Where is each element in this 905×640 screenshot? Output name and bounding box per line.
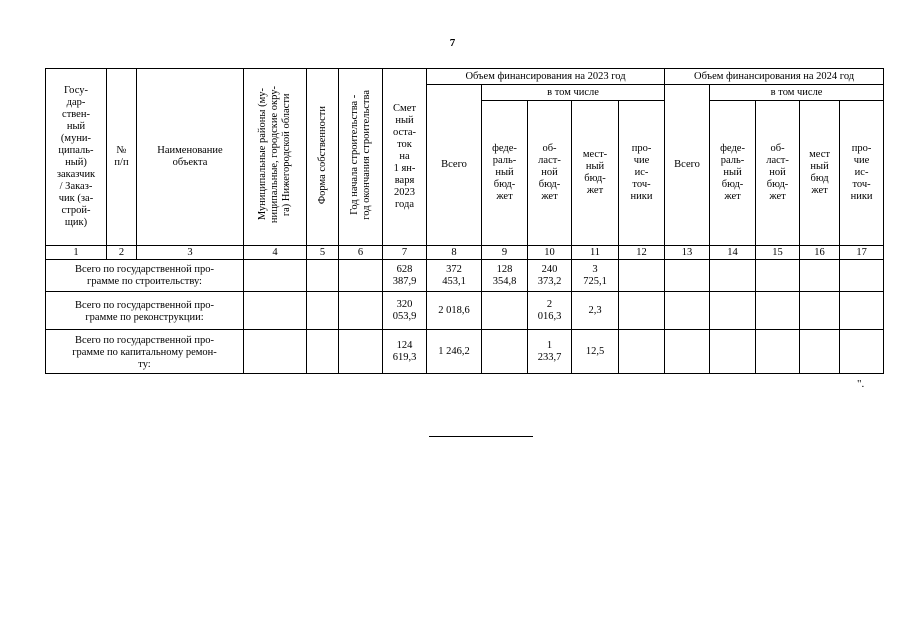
row-federal-2023: 128 354,8 — [482, 260, 528, 292]
column-number: 14 — [710, 246, 756, 260]
column-number: 6 — [339, 246, 383, 260]
row-federal-2023 — [482, 292, 528, 330]
header-including-2024: в том числе — [710, 85, 884, 101]
row-label: Всего по государственной про- грамме по реконструкции: — [46, 292, 244, 330]
header-districts-cell — [244, 69, 307, 246]
closing-quote-mark: ". — [857, 378, 865, 390]
row-estimate: 628 387,9 — [383, 260, 427, 292]
column-number: 4 — [244, 246, 307, 260]
row-total-2023: 1 246,2 — [427, 330, 482, 374]
header-including-2023: в том числе — [482, 85, 665, 101]
header-regional-2024: об- ласт- ной бюд- жет — [756, 101, 800, 246]
row-estimate: 320 053,9 — [383, 292, 427, 330]
header-fin-2023: Объем финансирования на 2023 год — [427, 69, 665, 85]
row-total-2023: 2 018,6 — [427, 292, 482, 330]
separator-line — [429, 436, 533, 437]
column-number: 11 — [572, 246, 619, 260]
column-number: 1 — [46, 246, 107, 260]
header-districts: Муниципальные районы (му- ниципальные, городские окру- га) Нижегородской области — [257, 86, 292, 224]
row-local-2023: 3 725,1 — [572, 260, 619, 292]
header-years-cell — [339, 69, 383, 246]
column-number: 7 — [383, 246, 427, 260]
row-regional-2023: 240 373,2 — [528, 260, 572, 292]
header-customer: Госу- дар- ствен- ный (муни- ципаль- ный) заказчик / Заказ- чик (за- строй- щик) — [46, 69, 107, 246]
header-federal-2024: феде- раль- ный бюд- жет — [710, 101, 756, 246]
table-row — [46, 330, 884, 374]
column-number-row — [46, 246, 884, 260]
row-label: Всего по государственной про- грамме по строительству: — [46, 260, 244, 292]
table-row — [46, 292, 884, 330]
row-local-2023: 2,3 — [572, 292, 619, 330]
header-ownership: Форма собственности — [316, 105, 328, 205]
header-total-2024: Всего — [665, 85, 710, 246]
column-number: 8 — [427, 246, 482, 260]
header-local-2024: мест ный бюд жет — [800, 101, 840, 246]
page-number: 7 — [449, 37, 456, 49]
header-ownership-cell — [307, 69, 339, 246]
header-regional-2023: об- ласт- ной бюд- жет — [528, 101, 572, 246]
column-number: 9 — [482, 246, 528, 260]
column-number: 17 — [840, 246, 884, 260]
column-number: 5 — [307, 246, 339, 260]
header-other-2023: про- чие ис- точ- ники — [619, 101, 665, 246]
column-number: 16 — [800, 246, 840, 260]
row-local-2023: 12,5 — [572, 330, 619, 374]
header-local-2023: мест- ный бюд- жет — [572, 101, 619, 246]
column-number: 15 — [756, 246, 800, 260]
header-federal-2023: феде- раль- ный бюд- жет — [482, 101, 528, 246]
header-object-name: Наименование объекта — [137, 69, 244, 246]
header-total-2023: Всего — [427, 85, 482, 246]
header-other-2024: про- чие ис- точ- ники — [840, 101, 884, 246]
column-number: 10 — [528, 246, 572, 260]
financing-table — [45, 68, 884, 374]
header-number: № п/п — [107, 69, 137, 246]
header-fin-2024: Объем финансирования на 2024 год — [665, 69, 884, 85]
row-federal-2023 — [482, 330, 528, 374]
column-number: 3 — [137, 246, 244, 260]
row-regional-2023: 2 016,3 — [528, 292, 572, 330]
header-estimate: Смет ный оста- ток на 1 ян- варя 2023 года — [383, 69, 427, 246]
row-label: Всего по государственной про- грамме по капитальному ремон- ту: — [46, 330, 244, 374]
row-total-2023: 372 453,1 — [427, 260, 482, 292]
row-regional-2023: 1 233,7 — [528, 330, 572, 374]
column-number: 2 — [107, 246, 137, 260]
row-estimate: 124 619,3 — [383, 330, 427, 374]
table-row — [46, 260, 884, 292]
header-years: Год начала строительства - год окончания строительства — [348, 90, 372, 220]
column-number: 12 — [619, 246, 665, 260]
column-number: 13 — [665, 246, 710, 260]
